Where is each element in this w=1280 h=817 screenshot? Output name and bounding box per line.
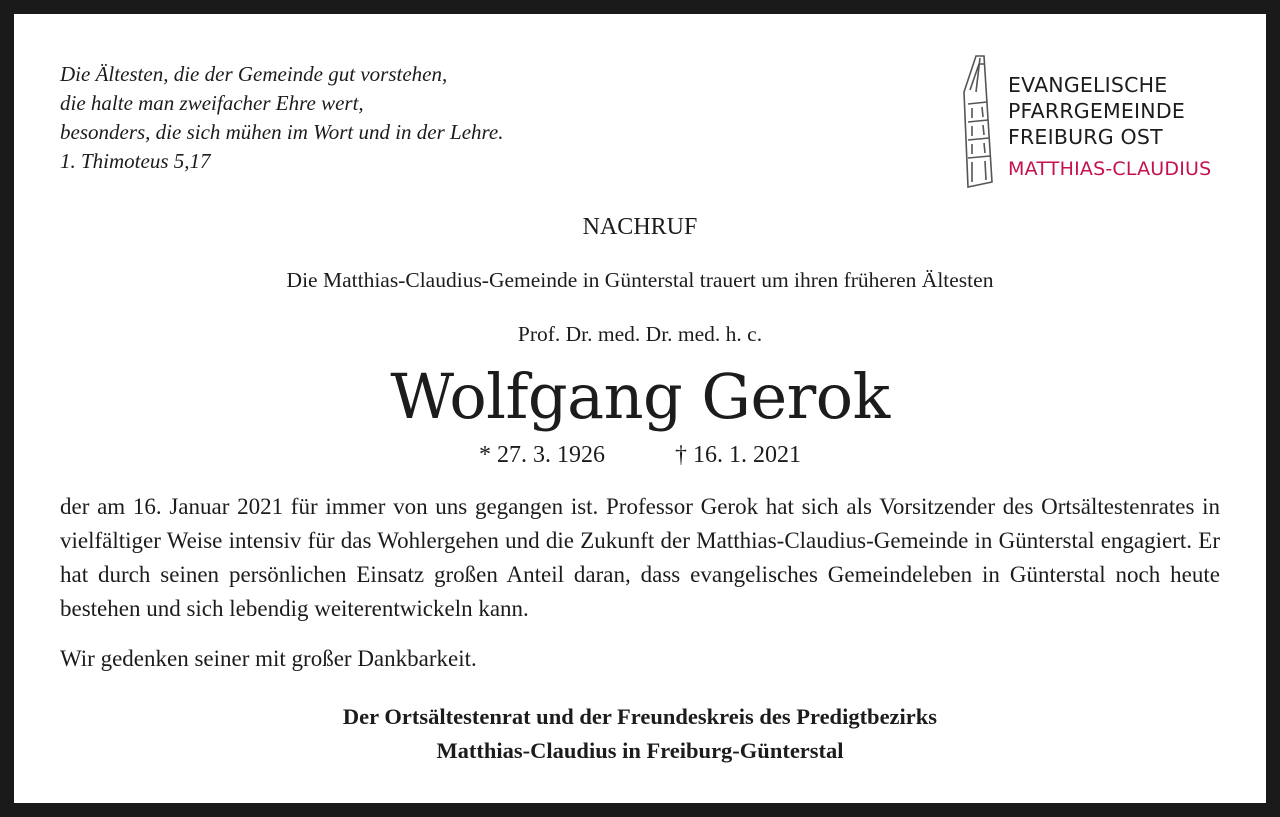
life-dates [14,442,1266,469]
academic-title: Prof. Dr. med. Dr. med. h. c. [517,322,763,346]
deceased-name: Wolfgang Gerok [390,360,890,433]
bible-verse [60,60,504,176]
signature-line-1: Der Ortsältestenrat und der Freundeskreis des Predigtbezirks [342,704,938,729]
verse-reference: 1. Thimoteus 5,17 [60,149,211,173]
death-date: † 16. 1. 2021 [675,442,801,468]
closing-line: Wir gedenken seiner mit großer Dankbarkeit. [60,646,477,671]
signature-line-2: Matthias-Claudius in Freiburg-Günterstal [436,738,844,763]
logo-line-4: MATTHIAS-CLAUDIUS [1008,158,1212,180]
intro-line: Die Matthias-Claudius-Gemeinde in Günterstal trauert um ihren früheren Ältesten [286,268,994,292]
obituary-notice [14,14,1266,803]
verse-line: die halte man zweifacher Ehre wert, [60,91,364,115]
verse-line: Die Ältesten, die der Gemeinde gut vorstehen, [60,62,448,86]
birth-date: * 27. 3. 1926 [479,442,605,468]
parish-logo-text [1008,72,1211,182]
notice-heading: NACHRUF [582,214,698,240]
logo-line-1: EVANGELISCHE [1008,73,1168,97]
logo-line-3: FREIBURG OST [1008,125,1163,149]
logo-line-2: PFARRGEMEINDE [1008,99,1185,123]
verse-line: besonders, die sich mühen im Wort und in der Lehre. [60,120,504,144]
obituary-body: der am 16. Januar 2021 für immer von uns gegangen ist. Professor Gerok hat sich als Vorsitzender des Ortsältestenrates in vielfältiger Weise intensiv für das Wohlergehen und die Zukunft der Matthias-Claudius-Gemeinde in Günterstal engagiert. Er hat durch seinen persönlichen Einsatz großen Anteil daran, dass evangelisches Gemeindeleben in Günterstal noch heute bestehen und sich lebendig weiterentwickeln kann. [60,494,1220,621]
signature [14,700,1266,768]
